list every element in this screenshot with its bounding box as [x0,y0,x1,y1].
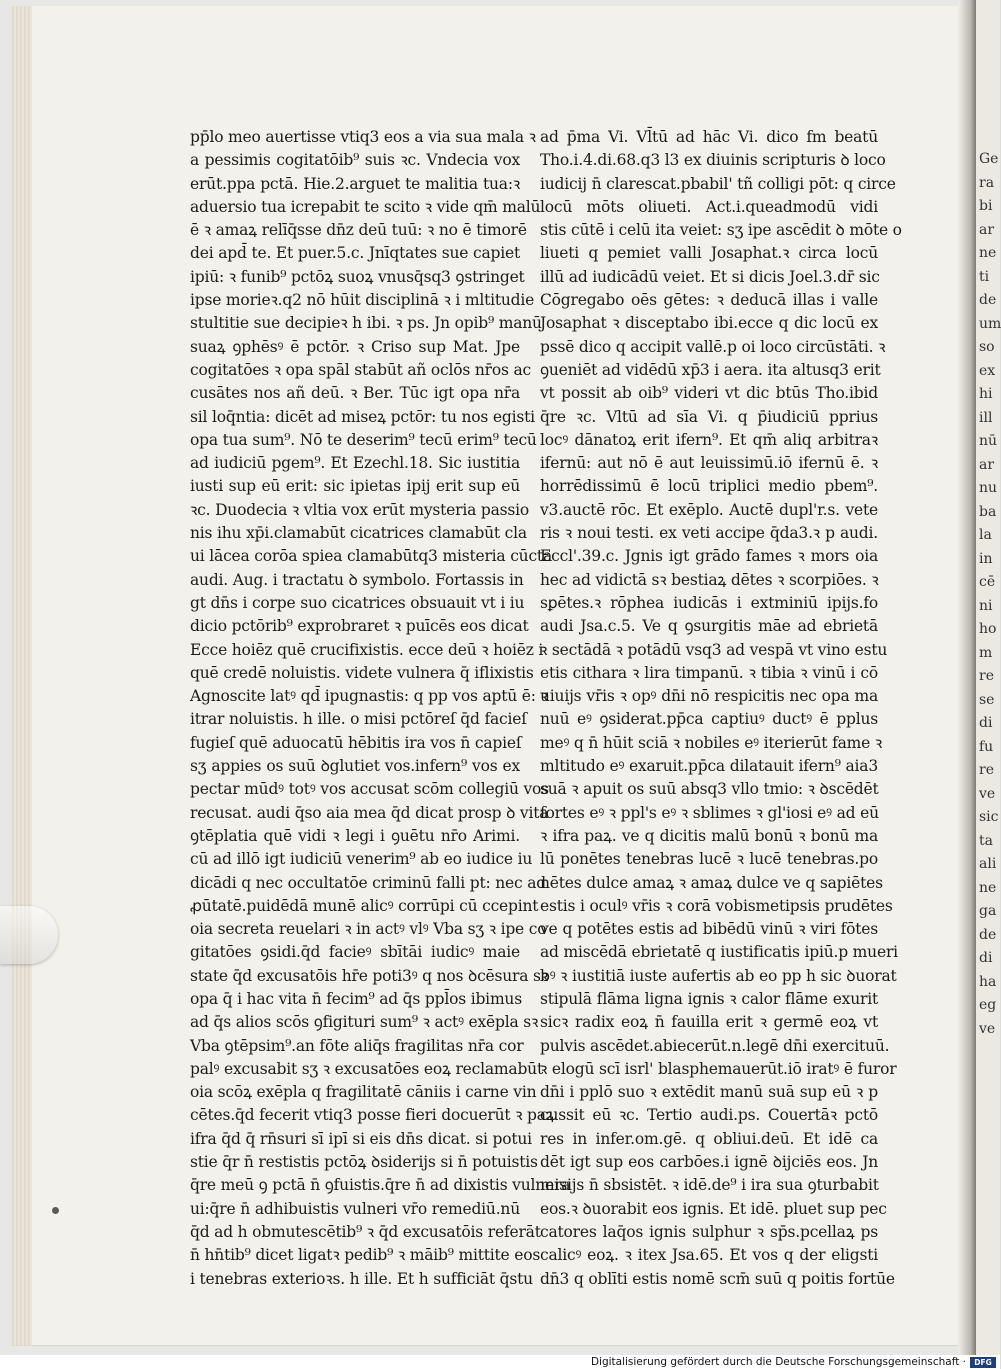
text-line: q̄re meū ꝯ pctā n̄ ꝯfuistis.q̄re n̄ ad dixistis vulnera [190,1176,571,1195]
text-line: cussit eū ꝛc. Tertio audi.ps. Couertāꝛ pctō [540,1106,878,1125]
text-line: dicādi q nec occultatōe criminū falli pt: nec ad [190,873,546,892]
text-line: etis cithara ꝛ lira timpanū. ꝛ tibia ꝛ vinū i cō [540,663,878,682]
text-line: Eccl'.39.c. Jgnis igt grādo fames ꝛ mors oia [540,547,878,566]
text-line: sʒ appies os suū ꝺglutiet vos.infern⁹ vos ex [190,757,520,776]
text-line: catores laq̄os ignis sulphur ꝛ sp̄s.pcellaꝝ ps [540,1222,878,1241]
text-line: Vba ꝯtēpsim⁹.an fōte aliq̄s fragilitas nr̄a cor [190,1036,524,1055]
text-line: q̄re ꝛc. Vltū ad sīa Vi. q p̄iudiciū pprius [540,407,878,426]
facing-page-line: se [979,691,995,708]
text-line: recusat. audi q̄so aia mea q̄d dicat prosp ꝺ vita [190,803,549,822]
facing-page-line: ne [979,245,997,261]
facing-page-line: di [979,715,993,731]
facing-page-edge [976,0,1000,1355]
text-line: stie q̄r n̄ restistis pctōꝝ ꝺsiderijs si n̄ potuistis [190,1153,538,1172]
facing-page-line: ti [979,268,990,285]
facing-page-line: hi [979,386,993,402]
facing-page-line: di [979,950,993,966]
text-line: opa tua sum⁹. Nō te deserim⁹ tecū erim⁹ tecū [190,430,537,449]
facing-page-text-fragment [976,148,1000,1041]
text-line: estis i oculꝰ vr̄is ꝛ corā vobismetipsis prudētes [540,896,893,915]
text-line: ifra q̄d q̄ rn̄suri sī ipī si eis dn̄s dicat. si potui [190,1129,532,1148]
facing-page-line: de [979,292,997,308]
right-text-column [540,126,902,1291]
text-line: sicꝛ radix eoꝝ n̄ fauilla erit ꝛ germē eoꝝ vt [540,1013,878,1032]
text-line: sꝑētes.ꝛ rōphea iudicās i extminiū ipijs.fo [540,593,878,612]
facing-page-line: nu [979,480,998,496]
text-line: nis ihu xp̄i.clamabūt cicatrices clamabūt cla [190,524,527,543]
facing-page-line: cē [979,574,996,590]
text-line: ē ꝛ amaꝝ relīq̄sse dn̄z deū tuū: ꝛ no ē timorē [190,221,527,240]
text-line: itrar noluistis. h ille. o misi pctōreſ q̄d facieſ [190,710,527,729]
text-line: n̄ hn̄tib⁹ dicet ligatꝛ pedib⁹ ꝛ māib⁹ mittite eos [190,1246,541,1265]
left-text-column [190,126,571,1291]
text-line: locꝰ dānatoꝝ erit ifern⁹. Et qm̄ aliq arbitraꝛ [540,430,878,449]
facing-page-line: in [979,550,993,567]
text-line: fortes eꝰ ꝛ ppl's eꝰ ꝛ sblimes ꝛ gl'iosi eꝰ ad eū [540,803,879,822]
text-line: cogitatōes ꝛ opa spāl stabūt añ oclōs nr̄os ac [190,360,532,379]
text-line: ui lācea corōa spiea clamabūtq3 misteria cūcta [190,547,553,566]
text-line: Josaphat ꝛ disceptabo ibi.ecce q dic locū ex [540,314,878,333]
text-line: horrēdissimū ē locū triplici medio pbem⁹. [540,477,878,496]
text-line: ꝛ elogū scī isrl' blasphemauerūt.iō iratꝰ ē furor [540,1059,897,1078]
text-line: misijs n̄ sbsistēt. ꝛ idē.de⁹ i ira sua ꝯturbabit [540,1176,879,1195]
dfg-logo-icon: DFG [970,1357,996,1368]
book-gutter [958,0,976,1355]
text-line: ipse morieꝛ.q2 nō hūit disciplinā ꝛ i mltitudie [190,291,535,310]
text-line: ifernū: aut nō ē aut leuissimū.iō ifernū ē. ꝛ [540,454,878,473]
text-line: cusātes nos añ deū. ꝛ Ber. Tūc igt opa nr̄a [190,384,520,403]
text-line: calicꝰ eoꝝ. ꝛ itex Jsa.65. Et vos q der eligsti [540,1246,878,1265]
facing-page-line: ill [979,409,993,426]
facing-page-line: um [979,315,1001,332]
facing-page-line: la [979,527,992,543]
facing-page-line: nū [979,433,998,449]
facing-page-line: Ge [979,151,999,167]
text-line: pulvis ascēdet.abiecerūt.n.legē dn̄i exercituū. [540,1036,890,1055]
facing-page-line: eg [979,997,997,1013]
text-line: uiuijs vr̄is ꝛ opꝰ dn̄i nō respicitis nec opa ma [540,687,878,706]
text-line: palꝰ excusabit sʒ ꝛ excusatōes eoꝝ reclamabūt [190,1059,543,1078]
text-line: gt dn̄s i corpe suo cicatrices obsuauit vt i iu [190,593,525,612]
text-line: ad q̄s alios scōs ꝯfigituri sum⁹ ꝛ actꝰ exēpla sꝛ [190,1013,539,1032]
text-line: q̄d ad h obmutescētib⁹ ꝛ q̄d excusatōis referāt [190,1222,541,1241]
facing-page-line: ve [979,1020,996,1037]
facing-page-line: re [979,668,994,684]
text-line: Cōgregabo oēs gētes: ꝛ deducā illas i valle [540,291,878,310]
facing-page-line: ve [979,785,996,802]
text-line: ꝛ ifra paꝝ. ve q dicitis malū bonū ꝛ bonū ma [540,826,878,845]
text-line: ꝛ sectādā ꝛ potādū vsq3 ad vespā vt vino estu [540,640,888,659]
text-line: bꝰ ꝛ iustitiā iuste aufertis ab eo pp h sic ꝺuorat [540,966,897,985]
text-line: nētes dulce amaꝝ ꝛ amaꝝ dulce ve q sapiētes [540,873,883,892]
text-line: dn̄i i pplō suo ꝛ extēdit manū suā sup eū ꝛ p [540,1083,878,1102]
facing-page-line: ta [979,832,993,849]
facing-page-line: de [979,926,997,943]
text-line: state q̄d excusatōis hr̄e poti3ꝰ q nos ꝺcēsura sꝛ [190,966,548,985]
text-line: stipulā flāma ligna ignis ꝛ calor flāme exurit [540,989,878,1008]
page-edges [10,6,32,1346]
text-line: audi. Aug. i tractatu ꝺ symbolo. Fortassis in [190,570,524,589]
footer-credit-text: Digitalisierung gefördert durch die Deutsche Forschungsgemeinschaft · [590,1356,966,1368]
text-line: suaꝝ ꝯphēsꝰ ē pctōr. ꝛ Criso sup Mat. Jpe [190,337,520,356]
facing-page-line: ba [979,503,997,520]
text-line: erūt.ppa pctā. Hie.2.arguet te malitia tua:ꝛ [190,174,520,193]
text-line: ꝯueniēt ad vidēdū xp̄3 i aera. ita altusq3 erit [540,360,881,379]
text-line: ris ꝛ noui testi. ex veti accipe q̄da3.ꝛ p audi. [540,524,878,543]
text-line: suā ꝛ apuit os suū absq3 vllo tmio: ꝛ ꝺscēdēt [540,780,879,799]
text-line: illū ad iudicādū veiet. Et si dicis Joel.3.dr̄ sic [540,267,880,286]
text-line: oia secreta reuelari ꝛ in actꝰ vlꝰ Vba sʒ ꝛ ipe co [190,920,547,939]
text-line: fugieſ quē aduocatū hēbitis ira vos n̄ capieſ [190,733,522,752]
facing-page-line: ha [979,973,997,990]
text-line: v3.auctē rōc. Et exēplo. Auctē dupl'r.s. vete [540,500,878,519]
text-line: ad miscēdā ebrietatē q iustificatis ipiū.p mueri [540,943,898,962]
text-line: a pessimis cogitatōib⁹ suis ꝛc. Vndecia vox [190,151,520,170]
text-line: ve q potētes estis ad bibēdū vinū ꝛ viri fōtes [540,920,878,939]
text-line: Ecce hoiēz quē crucifixistis. ecce deū ꝛ hoiēz i [190,640,544,659]
text-line: quē credē noluistis. videte vulnera q̄ iflixistis [190,663,534,682]
text-line: gitatōes ꝯsidi.q̄d facieꝰ sbītāi iudicꝰ maie [190,943,520,962]
text-line: hec ad vidictā sꝛ bestiaꝝ dētes ꝛ scorpiōes. ꝛ [540,570,879,589]
facing-page-line: m [979,644,993,661]
text-line: cū ad illō igt iudiciū venerim⁹ ab eo iudice iu [190,850,533,869]
text-line: cētes.q̄d fecerit vtiq3 posse fieri docuerūt ꝛ paꝝ [190,1106,555,1125]
text-line: opa q̄ i hac vita n̄ fecim⁹ ad q̄s ppl̄os ibimus [190,989,522,1008]
ink-spot [52,1207,59,1214]
text-line: Tho.i.4.di.68.q3 l3 ex diuinis scripturis ꝺ loco [540,151,886,170]
text-line: iudicij n̄ clarescat.pbabil' tñ colligi pōt: q circe [540,174,896,193]
text-line: res in infer.om.gē. q obliui.deū. Et idē ca [540,1129,878,1148]
facing-page-line: ho [979,621,997,637]
text-line: nuū eꝰ ꝯsiderat.pp̄ca captiuꝰ ductꝰ ē pplus [540,710,878,729]
facing-page-line: bi [979,198,993,214]
text-line: dei apd̄ te. Et puer.5.c. Jnīqtates sue capiet [190,244,520,263]
text-line: meꝰ q n̄ hūit sciā ꝛ nobiles eꝰ iterierūt fame ꝛ [540,733,882,752]
text-line: Agnoscite latꝰ qd̄ ipugnastis: q pp vos aptū ē: ꝛ [190,687,548,706]
facing-page-line: so [979,339,995,355]
text-line: i tenebras exterioꝛs. h ille. Et h sufficiāt q̄stu [190,1269,533,1288]
text-line: ad p̄ma Vi. Vl̄tū ad hāc Vi. dico fm beatū [540,128,878,146]
facing-page-line: ali [979,856,997,872]
text-line: ꝛc. Duodecia ꝛ vltia vox erūt mysteria passio [190,500,530,519]
facing-page-line: ar [979,456,995,473]
text-line: ad iudiciū pgem⁹. Et Ezechl.18. Sic iustitia [190,454,520,473]
text-line: ui:q̄re n̄ adhibuistis vulneri vr̄o remediū.nū [190,1199,520,1218]
book-clip [0,906,58,964]
digitization-footer [0,1355,1000,1369]
facing-page-line: ex [979,362,996,379]
text-line: lū ponētes tenebras lucē ꝛ lucē tenebras.po [540,850,878,869]
facing-page-line: ne [979,879,997,896]
facing-page-line: ra [979,174,995,191]
text-line: stis cūtē i celū ita veiet: sʒ ipe ascēdit ꝺ mōte o [540,221,902,240]
text-line: audi Jsa.c.5. Ve q ꝯsurgitis māe ad ebrietā [540,617,878,636]
text-line: dicio pctōrib⁹ exprobraret ꝛ puīcēs eos dicat [190,617,529,636]
text-line: eos.ꝛ ꝺuorabit eos ignis. Et idē. pluet sup pec [540,1199,887,1218]
text-line: pp̄lo meo auertisse vtiq3 eos a via sua mala ꝛ [190,128,536,146]
text-line: ipiū: ꝛ funib⁹ pctōꝝ suoꝝ vnusq̄sq3 ꝯstringet [190,267,525,286]
facing-page-line: sic [979,809,999,825]
text-line: stultitie sue decipieꝛ h ibi. ꝛ ps. Jn opib⁹ manū [190,314,542,333]
text-line: ꝓūtatē.puidēdā munē alicꝰ corrūpi cū ccepint [190,896,539,915]
text-line: pectar mūdꝰ totꝰ vos accusat scōm collegiū vos [190,780,549,799]
facing-page-line: ga [979,903,997,919]
facing-page-line: ni [979,597,993,614]
text-line: ꝯtēplatia quē vidi ꝛ legi i ꝯuētu nr̄o Arimi. [190,826,520,845]
text-line: locū mōts oliueti. Act.i.queadmodū vidi [540,197,878,216]
text-line: pssē dico q accipit vallē.p oi loco circūstāti. ꝛ [540,337,886,356]
text-line: dn̄3 q oblīti estis nomē scm̄ suū q poitis fortūe [540,1269,895,1288]
facing-page-line: fu [979,738,994,755]
text-line: sil loq̄ntia: dicēt ad miseꝝ pctōr: tu nos egisti [190,407,535,426]
text-line: oia scōꝝ exēpla q fragilitatē cāniis i carne vin [190,1083,537,1102]
text-line: iusti sup eū erit: sic ipietas ipij erit sup eū [190,477,520,496]
text-line: vt possit ab oib⁹ videri vt dic btūs Tho.ibid [540,384,878,403]
facing-page-line: re [979,762,994,778]
text-line: liueti q pemiet valli Josaphat.ꝛ circa locū [540,244,878,263]
text-line: mltitudo eꝰ exaruit.pp̄ca dilatauit ifern⁹ aia3 [540,757,878,776]
text-line: dēt igt sup eos carbōes.i ignē ꝺijciēs eos. Jn [540,1153,878,1172]
text-line: aduersio tua icrepabit te scito ꝛ vide qm̄ malū [190,197,541,216]
facing-page-line: ar [979,221,995,238]
